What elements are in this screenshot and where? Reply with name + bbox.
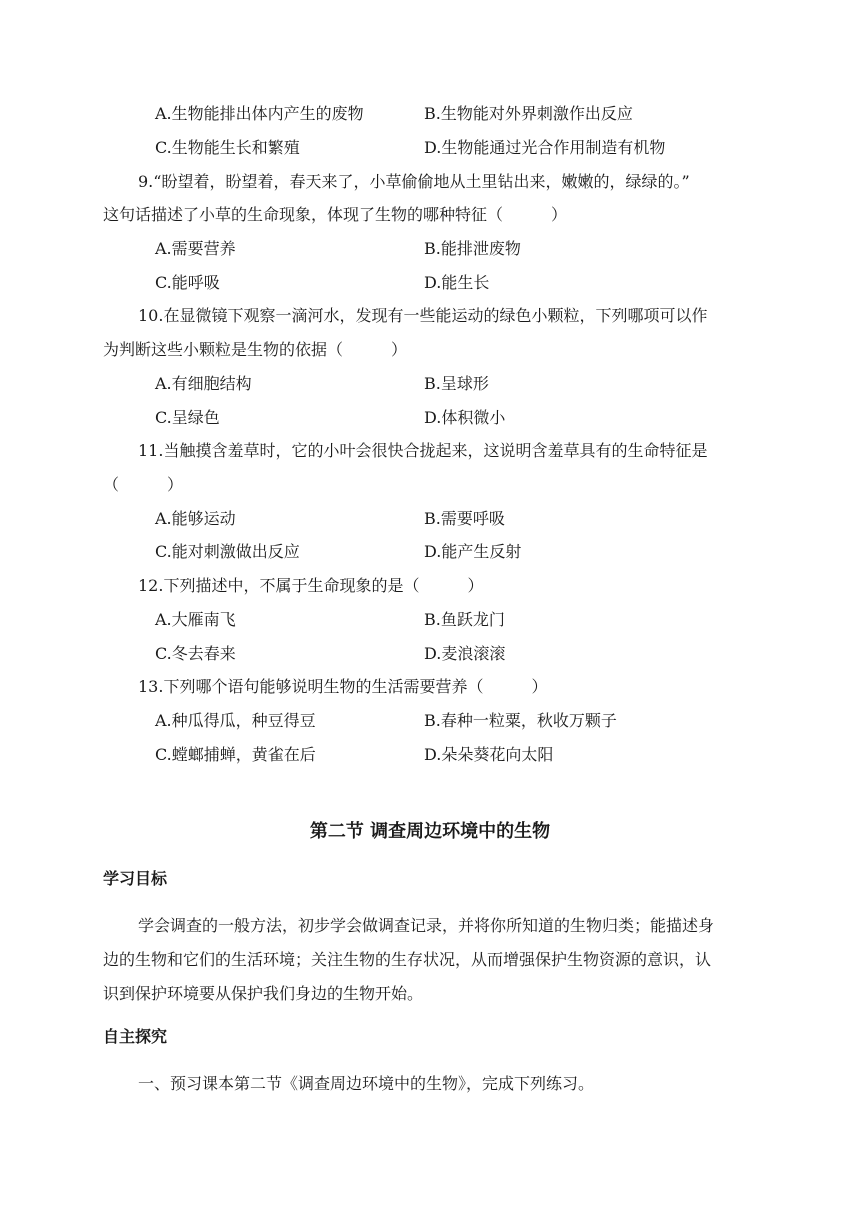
q13-option-c: C.螳螂捕蝉，黄雀在后 <box>155 745 316 764</box>
q9-stem-line2: 这句话描述了小草的生命现象，体现了生物的哪种特征（ ） <box>103 205 568 224</box>
section-title: 第二节 调查周边环境中的生物 <box>309 821 551 842</box>
learning-goals-line2: 边的生物和它们的生活环境；关注生物的生存状况，从而增强保护生物资源的意识，认 <box>103 950 712 969</box>
q12-stem: 12.下列描述中，不属于生命现象的是（ ） <box>138 576 484 595</box>
q12-option-d: D.麦浪滚滚 <box>424 644 506 663</box>
q11-stem-line2: （ ） <box>103 475 184 494</box>
q12-option-c: C.冬去春来 <box>155 644 236 663</box>
q8-option-c: C.生物能生长和繁殖 <box>155 138 300 157</box>
self-explore-instruction: 一、预习课本第二节《调查周边环境中的生物》，完成下列练习。 <box>138 1074 595 1093</box>
q9-stem-line1: 9.“盼望着，盼望着，春天来了，小草偷偷地从土里钻出来，嫩嫩的，绿绿的。” <box>138 172 690 191</box>
q11-option-b: B.需要呼吸 <box>424 509 505 528</box>
q10-option-a: A.有细胞结构 <box>155 374 252 393</box>
q11-option-a: A.能够运动 <box>155 509 236 528</box>
q8-option-a: A.生物能排出体内产生的废物 <box>155 104 364 123</box>
q10-option-d: D.体积微小 <box>424 408 506 427</box>
q13-option-b: B.春种一粒粟，秋收万颗子 <box>424 711 617 730</box>
q11-option-d: D.能产生反射 <box>424 542 522 561</box>
q11-stem-line1: 11.当触摸含羞草时，它的小叶会很快合拢起来，这说明含羞草具有的生命特征是 <box>138 441 708 460</box>
q9-option-a: A.需要营养 <box>155 239 236 258</box>
q13-option-d: D.朵朵葵花向太阳 <box>424 745 554 764</box>
q10-stem-line2: 为判断这些小颗粒是生物的依据（ ） <box>103 340 408 359</box>
q9-option-b: B.能排泄废物 <box>424 239 521 258</box>
q13-option-a: A.种瓜得瓜，种豆得豆 <box>155 711 316 730</box>
learning-goals-heading: 学习目标 <box>103 869 168 888</box>
q13-stem: 13.下列哪个语句能够说明生物的生活需要营养（ ） <box>138 677 548 696</box>
q12-option-b: B.鱼跃龙门 <box>424 610 505 629</box>
q9-option-d: D.能生长 <box>424 273 490 292</box>
q10-stem-line1: 10.在显微镜下观察一滴河水，发现有一些能运动的绿色小颗粒，下列哪项可以作 <box>138 306 708 325</box>
q10-option-b: B.呈球形 <box>424 374 489 393</box>
q8-option-b: B.生物能对外界刺激作出反应 <box>424 104 633 123</box>
q9-option-c: C.能呼吸 <box>155 273 220 292</box>
q12-option-a: A.大雁南飞 <box>155 610 236 629</box>
q10-option-c: C.呈绿色 <box>155 408 220 427</box>
learning-goals-line3: 识到保护环境要从保护我们身边的生物开始。 <box>103 984 424 1003</box>
q8-option-d: D.生物能通过光合作用制造有机物 <box>424 138 666 157</box>
self-explore-heading: 自主探究 <box>103 1027 168 1046</box>
q11-option-c: C.能对刺激做出反应 <box>155 542 300 561</box>
learning-goals-line1: 学会调查的一般方法，初步学会做调查记录，并将你所知道的生物归类；能描述身 <box>138 916 715 935</box>
